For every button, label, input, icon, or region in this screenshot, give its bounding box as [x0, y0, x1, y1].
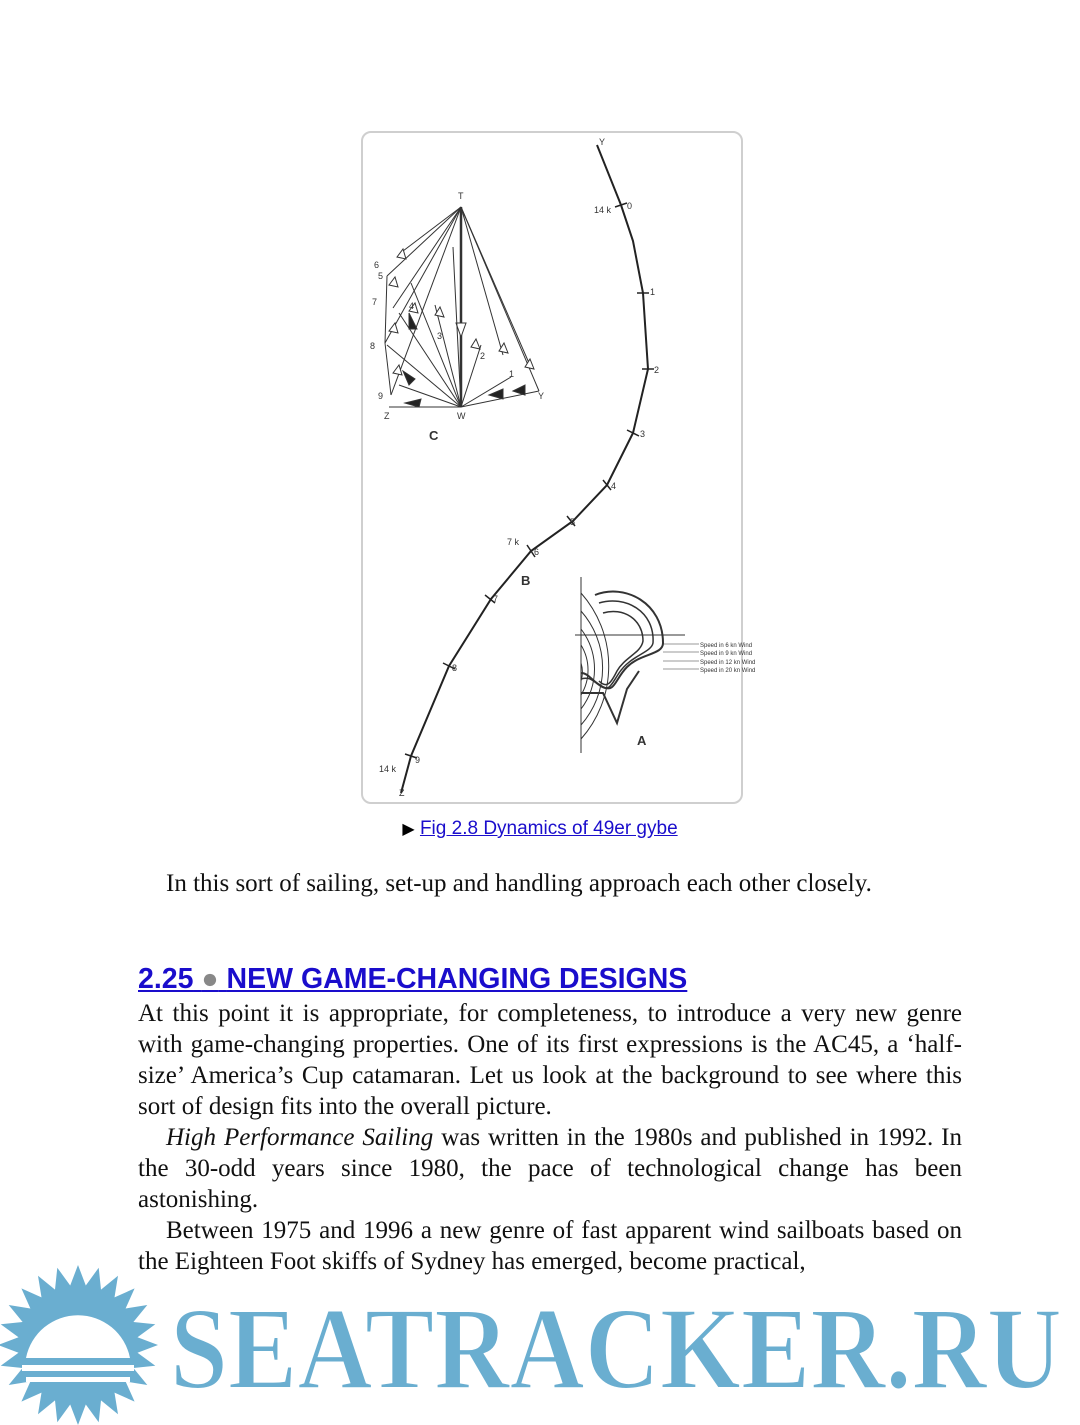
- diagram-a-legend: [637, 643, 755, 748]
- label-c-8: 8: [370, 341, 376, 351]
- watermark-banner: [0, 1262, 1080, 1425]
- legend-20kn: Speed in 20 kn Wind: [700, 668, 756, 674]
- label-t: T: [458, 191, 464, 201]
- label-b-8: 8: [452, 663, 458, 673]
- gybe-dynamics-diagram: [363, 133, 756, 806]
- label-b-7: 7: [493, 594, 499, 604]
- legend-12kn: Speed in 12 kn Wind: [700, 660, 756, 666]
- paragraph-2: [138, 1122, 962, 1215]
- paragraph-1: At this point it is appropriate, for completeness, to introduce a very new genre with game-changing properties. One of its first expressions is the AC45, a ‘half-size’ America’s Cup catamaran. Let us look at the background to see where this sort of design fits into the overall picture.: [138, 1000, 962, 1120]
- figure-caption-link[interactable]: Fig 2.8 Dynamics of 49er gybe: [419, 818, 678, 839]
- diagram-b-ticks: [405, 203, 654, 758]
- section-number: 2.25: [138, 963, 194, 995]
- lead-paragraph: In this sort of sailing, set-up and handling approach each other closely.: [166, 870, 872, 897]
- label-speed-top: 14 k: [594, 205, 612, 215]
- label-b-2: 2: [654, 365, 660, 375]
- legend-9kn: Speed in 9 kn Wind: [700, 651, 753, 657]
- figure-caption: [0, 818, 1080, 840]
- section-title: NEW GAME-CHANGING DESIGNS: [226, 963, 688, 995]
- diagram-b-track: [401, 145, 648, 793]
- label-c-9: 9: [378, 391, 384, 401]
- label-diagram-c: C: [429, 428, 439, 443]
- label-b-6: 6: [534, 547, 540, 557]
- section-heading-link[interactable]: [138, 963, 687, 996]
- label-b-0: 0: [627, 201, 633, 211]
- label-c-5: 5: [378, 271, 384, 281]
- figure-frame: [361, 131, 756, 804]
- legend-6kn: Speed in 6 kn Wind: [700, 643, 753, 649]
- book-title: High Performance Sailing: [166, 1124, 434, 1151]
- label-z-b: Z: [399, 788, 405, 798]
- diagram-a-polar: [575, 577, 685, 753]
- label-w: W: [457, 411, 466, 421]
- label-b-5: 5: [570, 517, 576, 527]
- label-z-c: Z: [384, 411, 390, 421]
- section-bullet-icon: ●: [201, 963, 219, 995]
- label-b-3: 3: [640, 429, 646, 439]
- body-text: [138, 998, 962, 1277]
- paragraph-2-text: was written in the 1980s and published in 1992. In the 30-odd years since 1980, the pace of technological change has been astonishing.: [138, 1124, 963, 1213]
- label-c-3: 3: [437, 331, 443, 341]
- label-c-6: 6: [374, 260, 380, 270]
- label-c-4: 4: [409, 301, 415, 311]
- label-speed-bottom: 14 k: [379, 764, 397, 774]
- diagram-b-labels: [379, 137, 659, 798]
- label-b-1: 1: [650, 287, 656, 297]
- label-b-4: 4: [611, 481, 617, 491]
- label-y-b: Y: [599, 137, 606, 147]
- label-diagram-b: B: [521, 573, 531, 588]
- paragraph-3: Between 1975 and 1996 a new genre of fast apparent wind sailboats based on the Eighteen Foot skiffs of Sydney has emerged, become practical,: [138, 1217, 962, 1275]
- label-c-7: 7: [372, 297, 378, 307]
- label-speed-mid: 7 k: [507, 537, 520, 547]
- label-y-c: Y: [538, 391, 545, 401]
- caption-play-icon: ▶: [402, 821, 415, 838]
- watermark-text: SEATRACKER.RU: [170, 1283, 1062, 1414]
- label-b-9: 9: [415, 755, 421, 765]
- sun-logo-icon: [0, 1265, 158, 1425]
- label-c-1: 1: [509, 369, 515, 379]
- label-diagram-a: A: [637, 733, 647, 748]
- label-c-2: 2: [480, 351, 486, 361]
